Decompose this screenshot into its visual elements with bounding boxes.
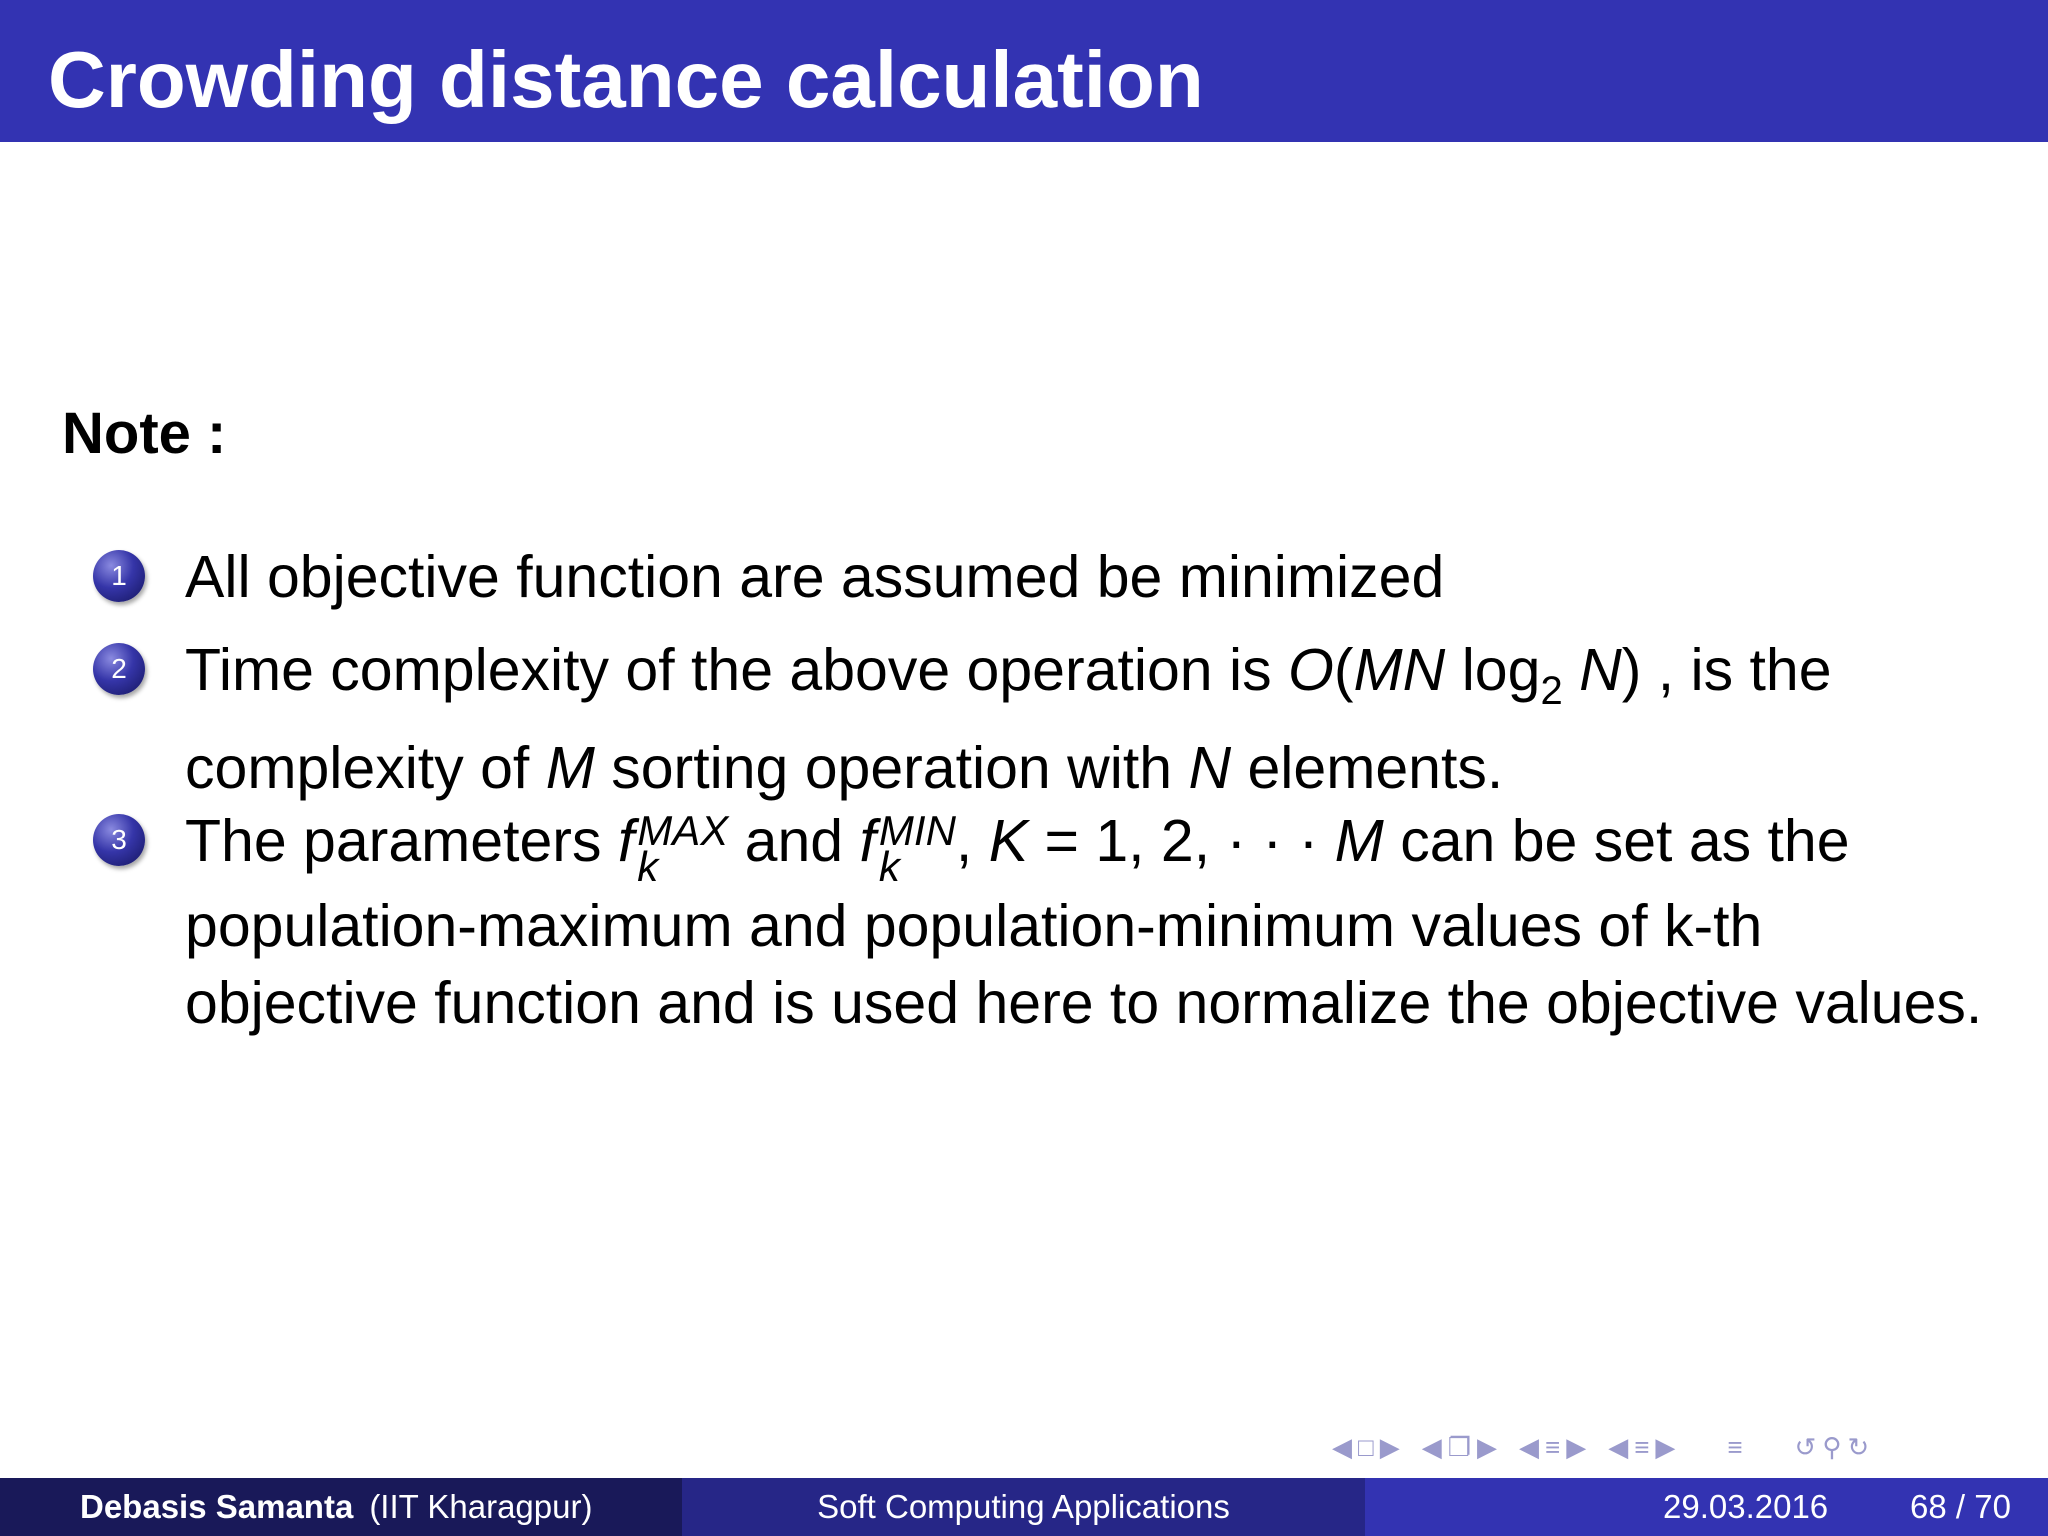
footer-right-section (1365, 1478, 2048, 1536)
align-icon[interactable]: ≡ (1727, 1432, 1743, 1462)
note-item-1 (185, 539, 1985, 616)
bullet-number-1: 1 (93, 550, 145, 602)
nav-prev-icon[interactable]: ◀ (1421, 1432, 1442, 1462)
nav-prev-icon[interactable]: ◀ (1608, 1432, 1629, 1462)
note-item-3 (185, 803, 1985, 1042)
item-3-pre: The parameters (185, 808, 618, 874)
f-max-scripts (637, 807, 729, 890)
big-o-symbol: O (1287, 637, 1334, 703)
formula-lparen: ( (1333, 637, 1354, 703)
item-3-eq: = 1, 2, · · · (1028, 808, 1335, 874)
search-icon[interactable]: ⚲ (1822, 1432, 1842, 1462)
note-heading: Note : (62, 401, 227, 466)
formula-log-base: 2 (1540, 669, 1563, 713)
beamer-navigation (1332, 1432, 1869, 1462)
align-icon[interactable]: ≡ (1634, 1432, 1650, 1462)
item-2-mid2: sorting operation with (594, 735, 1189, 801)
nav-next-icon[interactable]: ▶ (1566, 1432, 1587, 1462)
footer-author: Debasis Samanta (80, 1488, 354, 1525)
nav-prev-icon[interactable]: ◀ (1519, 1432, 1540, 1462)
formula-log: log (1445, 637, 1541, 703)
formula-rparen: ) (1621, 637, 1642, 703)
item-3-comma: , (955, 808, 989, 874)
frame-icon[interactable]: □ (1358, 1432, 1374, 1462)
undo-icon[interactable]: ↺ (1794, 1432, 1817, 1462)
subsection-icon[interactable]: ❐ (1447, 1432, 1472, 1462)
f-max-base: f (617, 808, 635, 874)
f-max-superscript: MAX (637, 807, 729, 854)
bullet-number-3: 3 (93, 814, 145, 866)
item-3-m: M (1334, 808, 1384, 874)
formula-mn: MN (1353, 637, 1446, 703)
item-3-post: can be set as the population-maximum and population-minimum values of k-th objective function and is used here to normalize the objective values. (185, 808, 1983, 1036)
nav-next-icon[interactable]: ▶ (1655, 1432, 1676, 1462)
item-3-and: and (728, 808, 860, 874)
item-2-pre: Time complexity of the above operation is (185, 637, 1288, 703)
nav-next-icon[interactable]: ▶ (1379, 1432, 1400, 1462)
f-min-base: f (859, 808, 876, 874)
item-2-post: elements. (1231, 735, 1504, 801)
footer-course: Soft Computing Applications (682, 1478, 1365, 1536)
note-item-2 (185, 632, 1985, 807)
item-2-m: M (545, 735, 595, 801)
page-number: 68 / 70 (1910, 1488, 2011, 1525)
note-item-1-text: All objective function are assumed be minimized (185, 544, 1445, 610)
footer (0, 1478, 2048, 1536)
redo-icon[interactable]: ↻ (1847, 1432, 1870, 1462)
nav-next-icon[interactable]: ▶ (1477, 1432, 1498, 1462)
item-2-mid: , is the complexity of (185, 637, 1832, 801)
item-3-k: K (988, 808, 1029, 874)
formula-n: N (1562, 637, 1622, 703)
f-max-subscript: k (637, 843, 659, 890)
footer-institution: (IIT Kharagpur) (369, 1488, 593, 1525)
f-min-subscript: k (878, 843, 900, 890)
slide-title: Crowding distance calculation (48, 35, 1204, 124)
footer-date: 29.03.2016 (1663, 1488, 1829, 1525)
f-min-superscript: MIN (878, 807, 956, 854)
title-bar (0, 0, 2048, 142)
section-icon[interactable]: ≡ (1545, 1432, 1561, 1462)
nav-prev-icon[interactable]: ◀ (1332, 1432, 1352, 1462)
item-2-n: N (1188, 735, 1232, 801)
footer-author-section (0, 1478, 682, 1536)
bullet-number-2: 2 (93, 643, 145, 695)
f-min-scripts (878, 807, 956, 890)
